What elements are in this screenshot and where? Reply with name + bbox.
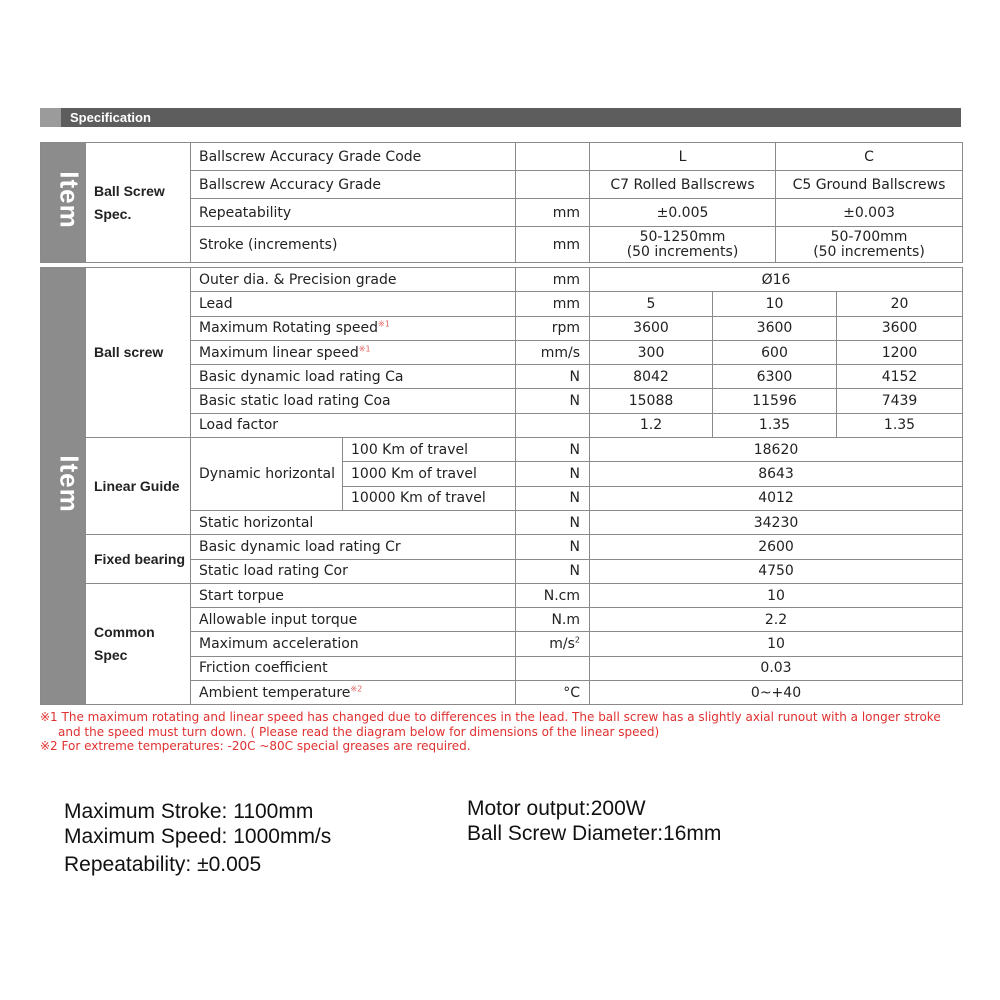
footnote-1-line-1: ※1 The maximum rotating and linear speed has changed due to differences in the lead. The ball screw has a slightly axial runout with a longer stroke [40,710,941,724]
row-unit: N [516,486,590,510]
row-unit: mm [516,268,590,292]
row-unit: N.cm [516,583,590,607]
row-unit: N [516,510,590,534]
row-unit [516,656,590,680]
cell-value: 34230 [590,510,963,534]
row-unit [516,171,590,199]
sub-label: 100 Km of travel [343,438,516,462]
cell-value: 4152 [837,365,963,389]
cell-l: L [590,143,776,171]
cell-value: 7439 [837,389,963,413]
section-title: Specification [70,110,151,125]
unit-text: m/s [549,636,575,653]
cell-value: 300 [590,340,713,364]
row-unit: rpm [516,316,590,340]
footnote-2: ※2 For extreme temperatures: -20C ~80C special greases are required. [40,739,471,753]
row-unit: mm/s [516,340,590,364]
row-unit: N [516,389,590,413]
footnotes [40,710,970,754]
cell-l: ±0.005 [590,199,776,227]
cell-value: 1.2 [590,413,713,437]
summary-max-stroke: Maximum Stroke: 1100mm [64,800,314,823]
cell-value: 600 [713,340,837,364]
cell-value: 4750 [590,559,963,583]
row-label: Allowable input torque [191,608,516,632]
row-label: Load factor [191,413,516,437]
row-label: Ballscrew Accuracy Grade [191,171,516,199]
row-label: Start torpue [191,583,516,607]
row-label: Basic dynamic load rating Ca [191,365,516,389]
row-label [191,681,516,705]
row-unit: mm [516,199,590,227]
row-label: Maximum acceleration [191,632,516,656]
cell-value: 15088 [590,389,713,413]
summary-screw-diameter: Ball Screw Diameter:16mm [467,822,722,845]
row-label: Stroke (increments) [191,227,516,263]
row-label-text: Maximum Rotating speed [199,320,379,337]
ball-screw-spec-table [40,142,963,263]
cell-value: 11596 [713,389,837,413]
row-unit: N [516,535,590,559]
cell-line: 50-1250mm [639,228,726,245]
row-unit: N [516,365,590,389]
cell-value: Ø16 [590,268,963,292]
category-linear-guide: Linear Guide [86,438,191,535]
row-label: Ballscrew Accuracy Grade Code [191,143,516,171]
cell-value: 10 [713,292,837,316]
cell-line: (50 increments) [626,243,739,260]
row-unit: mm [516,227,590,263]
category-fixed-bearing: Fixed bearing [86,535,191,584]
row-label [191,316,516,340]
footnote-mark: ※2 [350,684,363,694]
specification-header [40,108,961,127]
row-label: Lead [191,292,516,316]
cell-value: 8643 [590,462,963,486]
item-label: Item [41,143,86,263]
category-common-spec: Common Spec [86,583,191,704]
unit-superscript: 2 [574,635,580,645]
row-unit: N.m [516,608,590,632]
row-label: Outer dia. & Precision grade [191,268,516,292]
row-label: Static horizontal [191,510,516,534]
cell-value: 5 [590,292,713,316]
item-label: Item [41,268,86,705]
cell-value: 6300 [713,365,837,389]
cell-value: 0~+40 [590,681,963,705]
cell-value: 3600 [713,316,837,340]
row-unit [516,143,590,171]
row-label: Friction coefficient [191,656,516,680]
cell-c: C5 Ground Ballscrews [776,171,963,199]
cell-line: (50 increments) [813,243,925,260]
category-ball-screw: Ball screw [86,268,191,438]
cell-l [590,227,776,263]
cell-value: 1.35 [713,413,837,437]
cell-line: 50-700mm [830,228,908,245]
summary-motor-output: Motor output:200W [467,797,646,820]
cell-c: ±0.003 [776,199,963,227]
cell-value: 3600 [837,316,963,340]
row-unit: mm [516,292,590,316]
row-unit: N [516,438,590,462]
header-stub [40,108,61,127]
summary-repeatability: Repeatability: ±0.005 [64,853,262,876]
sub-label: 10000 Km of travel [343,486,516,510]
cell-l: C7 Rolled Ballscrews [590,171,776,199]
footnote-mark: ※1 [378,319,390,329]
cell-value: 10 [590,632,963,656]
row-unit: °C [516,681,590,705]
cell-value: 3600 [590,316,713,340]
row-unit: N [516,462,590,486]
cell-value: 4012 [590,486,963,510]
cell-value: 18620 [590,438,963,462]
row-label: Static load rating Cor [191,559,516,583]
cell-value: 8042 [590,365,713,389]
row-label [191,340,516,364]
row-unit [516,632,590,656]
cell-c [776,227,963,263]
summary-max-speed: Maximum Speed: 1000mm/s [64,825,332,848]
cell-value: 0.03 [590,656,963,680]
category-ball-screw-spec: Ball Screw Spec. [86,143,191,263]
footnote-1-line-2: and the speed must turn down. ( Please read the diagram below for dimensions of the linear speed) [58,724,660,739]
main-spec-table [40,267,963,705]
row-label: Basic dynamic load rating Cr [191,535,516,559]
footnote-mark: ※1 [358,343,371,353]
cell-value: 10 [590,583,963,607]
row-label: Basic static load rating Coa [191,389,516,413]
row-label: Repeatability [191,199,516,227]
cell-c: C [776,143,963,171]
row-unit: N [516,559,590,583]
cell-value: 1200 [837,340,963,364]
cell-value: 20 [837,292,963,316]
cell-value: 2.2 [590,608,963,632]
row-label-text: Ambient temperature [199,684,351,701]
dynamic-horizontal-label: Dynamic horizontal [191,438,343,511]
row-label-text: Maximum linear speed [199,344,359,361]
cell-value: 1.35 [837,413,963,437]
row-unit [516,413,590,437]
sub-label: 1000 Km of travel [343,462,516,486]
cell-value: 2600 [590,535,963,559]
